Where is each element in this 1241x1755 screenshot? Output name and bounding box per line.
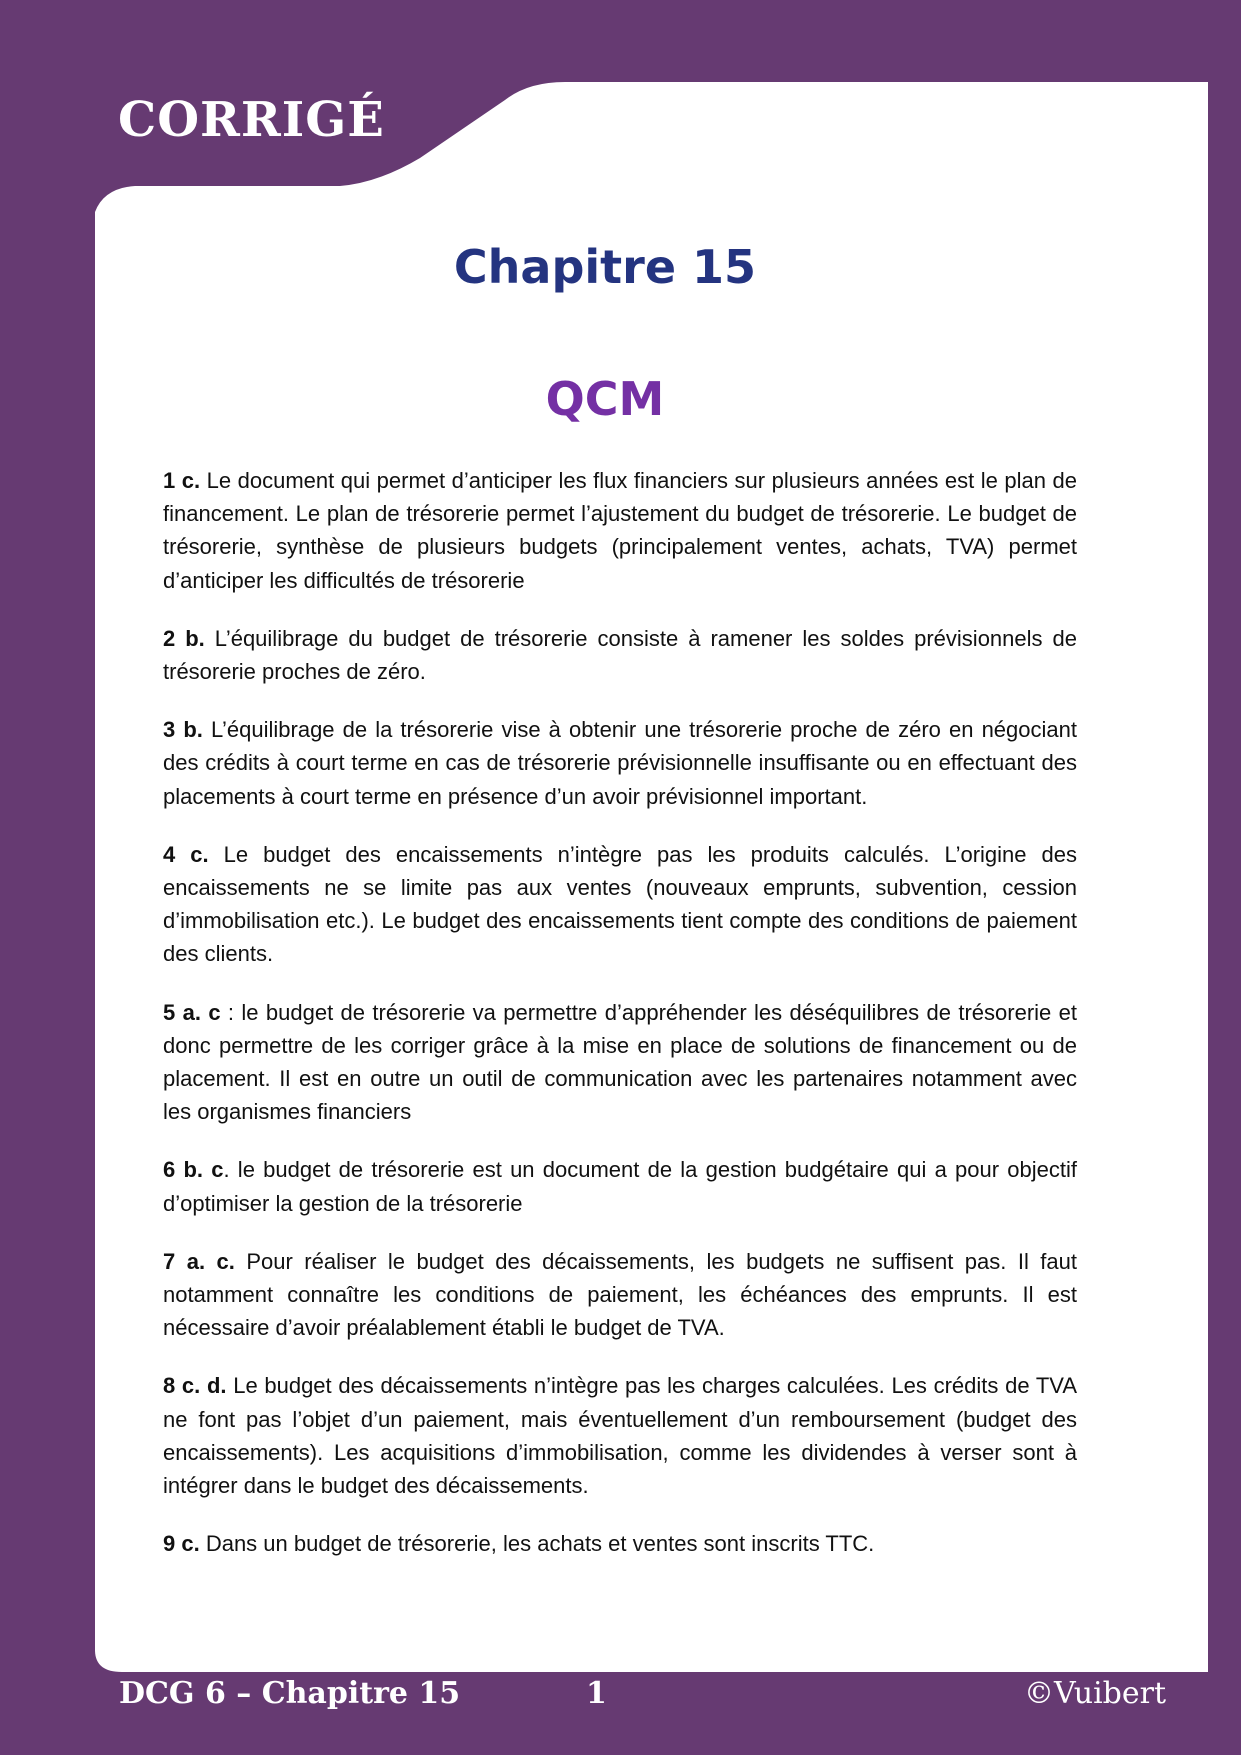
answer-text: Le document qui permet d’anticiper les flux financiers sur plusieurs années est le plan de financement. Le plan de trésorerie permet l’ajustement du budget de trésorerie. Le budget de trésorerie, synthèse de plusieurs budgets (principalement ventes, achats, TVA) permet d’anticiper les difficultés de trésorerie bbox=[163, 468, 1077, 593]
answer-item bbox=[163, 1369, 1077, 1502]
answer-key: 1 c. bbox=[163, 468, 201, 493]
answer-key: 8 c. d. bbox=[163, 1373, 227, 1399]
answer-text: L’équilibrage du budget de trésorerie consiste à ramener les soldes prévisionnels de trésorerie proches de zéro. bbox=[163, 625, 1077, 685]
section-title-qcm: QCM bbox=[545, 372, 665, 426]
answer-text: . le budget de trésorerie est un document de la gestion budgétaire qui a pour objectif d’optimiser la gestion de la trésorerie bbox=[163, 1157, 1077, 1216]
answer-item bbox=[163, 838, 1077, 971]
answer-key: 4 c. bbox=[163, 841, 209, 867]
answer-key: 2 b. bbox=[163, 625, 205, 651]
answer-key: 9 c. bbox=[163, 1531, 200, 1557]
answer-text: Pour réaliser le budget des décaissements, les budgets ne suffisent pas. Il faut notamment connaître les conditions de paiement, les échéances des emprunts. Il est nécessaire d’avoir préalablement établi le budget de TVA. bbox=[163, 1248, 1077, 1341]
answer-item bbox=[163, 996, 1077, 1129]
footer-course-label: DCG 6 – Chapitre 15 bbox=[119, 1676, 461, 1711]
answer-item bbox=[163, 1153, 1077, 1219]
answer-text: Le budget des encaissements n’intègre pas les produits calculés. L’origine des encaissements ne se limite pas aux ventes (nouveaux emprunts, subvention, cession d’immobilisation etc.). Le budget des encaissements tient compte des conditions de paiement des clients. bbox=[163, 841, 1077, 967]
answer-key: 7 a. c. bbox=[163, 1248, 235, 1274]
answer-item bbox=[163, 713, 1077, 813]
answer-text: Dans un budget de trésorerie, les achats et ventes sont inscrits TTC. bbox=[199, 1531, 875, 1557]
answer-item bbox=[163, 464, 1077, 597]
corrige-title: CORRIGÉ bbox=[118, 92, 385, 148]
footer-copyright: ©Vuibert bbox=[1024, 1676, 1167, 1711]
answer-item bbox=[163, 622, 1077, 688]
answer-item bbox=[163, 1527, 1077, 1560]
answer-key: 3 b. bbox=[163, 717, 203, 743]
answer-text: Le budget des décaissements n’intègre pas les charges calculées. Les crédits de TVA ne font pas l’objet d’un paiement, mais éventuellement d’un remboursement (budget des encaissements). Les acquisitions d’immobilisation, comme les dividendes à verser sont à intégrer dans le budget des décaissements. bbox=[163, 1373, 1077, 1499]
footer-page-number: 1 bbox=[586, 1676, 607, 1711]
answer-item bbox=[163, 1245, 1077, 1345]
chapter-title: Chapitre 15 bbox=[453, 240, 757, 294]
answer-text: L’équilibrage de la trésorerie vise à obtenir une trésorerie proche de zéro en négociant des crédits à court terme en cas de trésorerie prévisionnelle insuffisante ou en effectuant des placements à court terme en présence d’un avoir prévisionnel important. bbox=[163, 717, 1077, 809]
answer-text: : le budget de trésorerie va permettre d’appréhender les déséquilibres de trésorerie et donc permettre de les corriger grâce à la mise en place de solutions de financement ou de placement. Il est en outre un outil de communication avec les partenaires notamment avec les organismes financiers bbox=[163, 999, 1077, 1125]
answer-key: 6 b. c bbox=[163, 1157, 224, 1183]
qcm-answers-list bbox=[163, 464, 1077, 1585]
answer-key: 5 a. c bbox=[163, 999, 221, 1025]
